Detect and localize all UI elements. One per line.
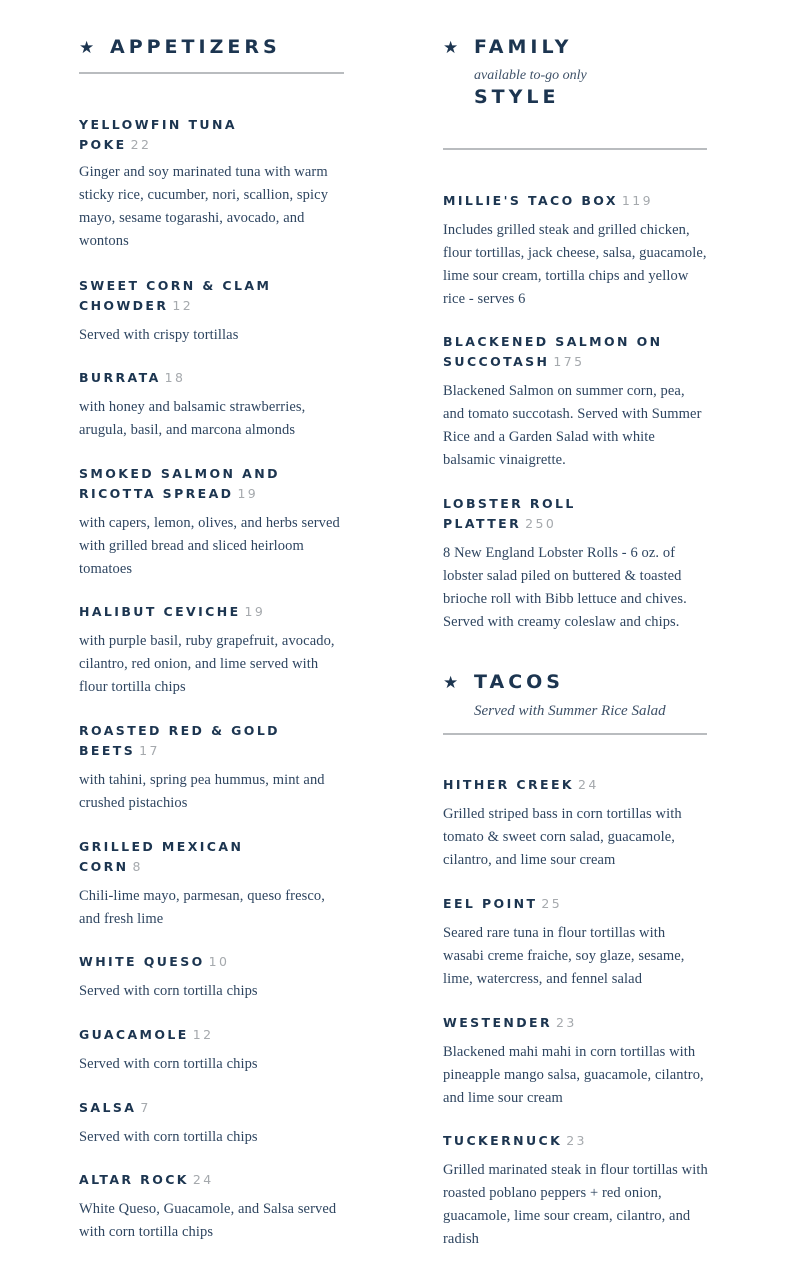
menu-item-salsa: [79, 1098, 344, 1149]
item-price: 24: [577, 777, 599, 792]
item-description: Grilled striped bass in corn tortillas with tomato & sweet corn salad, guacamole, cilantro, and lime sour cream: [443, 806, 682, 868]
item-name: GUACAMOLE: [79, 1027, 189, 1042]
family-style-title-2: STYLE: [474, 86, 560, 108]
menu-item-altar-rock: [79, 1170, 344, 1244]
item-name: SWEET CORN & CLAM CHOWDER: [79, 278, 272, 313]
item-name: BLACKENED SALMON ON SUCCOTASH: [443, 334, 663, 369]
item-name: SALSA: [79, 1100, 137, 1115]
tacos-subtitle: Served with Summer Rice Salad: [474, 703, 666, 719]
item-price: 19: [237, 486, 259, 501]
appetizers-heading: [79, 36, 281, 59]
item-description: Blackened Salmon on summer corn, pea, and tomato succotash. Served with Summer Rice and a Garden Salad with white balsamic vinaigrette.: [443, 383, 702, 468]
item-name: TUCKERNUCK: [443, 1133, 563, 1148]
item-price: 18: [164, 370, 186, 385]
item-price: 24: [192, 1172, 214, 1187]
menu-item-eel-point: [443, 894, 708, 991]
menu-item-roasted-beets: [79, 721, 344, 815]
item-name: WESTENDER: [443, 1015, 552, 1030]
menu-item-tuckernuck: [443, 1131, 708, 1251]
item-price: 19: [244, 604, 266, 619]
star-icon: ★: [443, 673, 459, 693]
item-description: with purple basil, ruby grapefruit, avocado, cilantro, red onion, and lime served with flour tortilla chips: [79, 633, 335, 695]
item-description: with tahini, spring pea hummus, mint and crushed pistachios: [79, 772, 325, 811]
tacos-heading: [443, 671, 564, 694]
menu-item-smoked-salmon-ricotta: [79, 464, 344, 581]
item-price: 12: [172, 298, 194, 313]
menu-item-hither-creek: [443, 775, 708, 872]
item-name: HITHER CREEK: [443, 777, 574, 792]
item-description: White Queso, Guacamole, and Salsa served with corn tortilla chips: [79, 1201, 337, 1240]
item-price: 25: [541, 896, 563, 911]
menu-item-white-queso: [79, 952, 344, 1003]
item-price: 7: [140, 1100, 151, 1115]
item-description: Includes grilled steak and grilled chicken, flour tortillas, jack cheese, salsa, guacamole, lime sour cream, tortilla chips and yellow rice - serves 6: [443, 222, 707, 307]
item-description: with capers, lemon, olives, and herbs served with grilled bread and sliced heirloom tomatoes: [79, 515, 340, 577]
family-style-title: FAMILY: [474, 36, 573, 58]
menu-item-westender: [443, 1013, 708, 1110]
to-go-note: available to-go only: [474, 68, 587, 83]
item-description: Ginger and soy marinated tuna with warm sticky rice, cucumber, nori, scallion, spicy mayo, sesame togarashi, avocado, and wontons: [79, 164, 329, 249]
item-price: 175: [553, 354, 585, 369]
item-description: 8 New England Lobster Rolls - 6 oz. of lobster salad piled on buttered & toasted brioche roll with Bibb lettuce and chives. Served with creamy coleslaw and chips.: [443, 545, 687, 630]
appetizers-title: APPETIZERS: [110, 36, 281, 58]
item-price: 119: [621, 193, 653, 208]
menu-item-guacamole: [79, 1025, 344, 1076]
item-name: EEL POINT: [443, 896, 538, 911]
appetizers-divider: [79, 72, 344, 74]
tacos-title: TACOS: [474, 671, 564, 693]
item-price: 23: [566, 1133, 587, 1148]
item-price: 8: [132, 859, 143, 874]
item-description: Seared rare tuna in flour tortillas with wasabi creme fraiche, soy glaze, sesame, lime, watercress, and fennel salad: [443, 925, 685, 987]
item-name: LOBSTER ROLL PLATTER: [443, 496, 576, 531]
item-name: HALIBUT CEVICHE: [79, 604, 241, 619]
item-description: Served with corn tortilla chips: [79, 1056, 258, 1072]
item-price: 22: [130, 137, 152, 152]
item-price: 10: [208, 954, 230, 969]
item-description: Chili-lime mayo, parmesan, queso fresco, and fresh lime: [79, 888, 326, 927]
item-price: 23: [556, 1015, 577, 1030]
star-icon: ★: [443, 38, 459, 58]
item-price: 12: [192, 1027, 214, 1042]
star-icon: ★: [79, 38, 95, 58]
menu-item-yellowfin-tuna-poke: [79, 115, 279, 155]
item-name: ALTAR ROCK: [79, 1172, 189, 1187]
item-description: with honey and balsamic strawberries, arugula, basil, and marcona almonds: [79, 399, 306, 438]
family-style-heading: [443, 36, 572, 59]
item-price: 250: [525, 516, 557, 531]
item-name: SMOKED SALMON AND RICOTTA SPREAD: [79, 466, 280, 501]
menu-item-grilled-mexican-corn: [79, 837, 344, 931]
menu-item-burrata: [79, 368, 344, 442]
item-description: Served with crispy tortillas: [79, 327, 239, 343]
item-name: YELLOWFIN TUNA POKE: [79, 117, 237, 152]
menu-item-lobster-roll-platter: [443, 494, 708, 634]
item-name: GRILLED MEXICAN CORN: [79, 839, 244, 874]
menu-item-yellowfin-tuna-poke-desc: [79, 153, 344, 253]
item-price: 17: [139, 743, 160, 758]
item-description: Blackened mahi mahi in corn tortillas with pineapple mango salsa, guacamole, cilantro, and lime sour cream: [443, 1044, 704, 1106]
item-description: Served with corn tortilla chips: [79, 1129, 258, 1145]
item-description: Grilled marinated steak in flour tortillas with roasted poblano peppers + red onion, guacamole, lime sour cream, cilantro, and radish: [443, 1162, 708, 1247]
family-style-divider: [443, 148, 707, 150]
menu-item-halibut-ceviche: [79, 602, 344, 699]
item-description: Served with corn tortilla chips: [79, 983, 258, 999]
menu-item-blackened-salmon: [443, 332, 708, 472]
item-name: ROASTED RED & GOLD BEETS: [79, 723, 280, 758]
item-name: WHITE QUESO: [79, 954, 205, 969]
menu-item-sweet-corn-clam-chowder: [79, 276, 344, 347]
item-name: BURRATA: [79, 370, 161, 385]
menu-item-millies-taco-box: [443, 191, 708, 311]
tacos-divider: [443, 733, 707, 735]
item-name: MILLIE'S TACO BOX: [443, 193, 618, 208]
